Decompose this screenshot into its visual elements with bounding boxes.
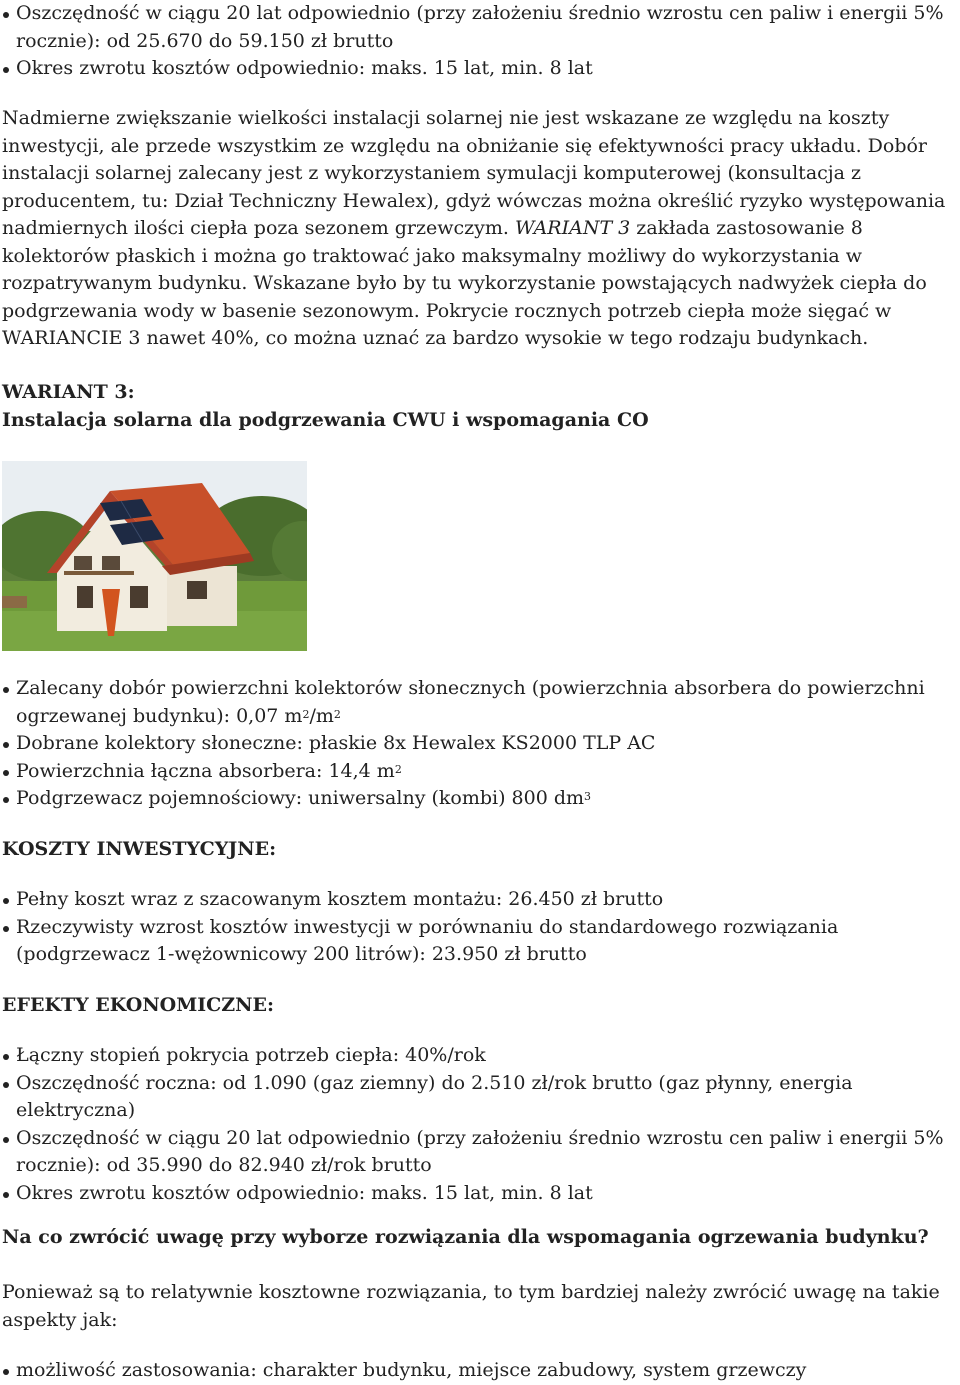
list-item: Okres zwrotu kosztów odpowiednio: maks. 15 lat, min. 8 lat — [2, 1180, 960, 1208]
variant-label: WARIANT 3: — [2, 381, 135, 403]
list-item: Łączny stopień pokrycia potrzeb ciepła: 40%/rok — [2, 1042, 960, 1070]
list-item — [2, 675, 960, 730]
superscript: 2 — [394, 762, 402, 776]
list-item: możliwość zastosowania: charakter budynku, miejsce zabudowy, system grzewczy — [2, 1357, 960, 1385]
variant-emphasis: WARIANT 3 — [515, 217, 631, 239]
list-item: Okres zwrotu kosztów odpowiednio: maks. 15 lat, min. 8 lat — [2, 55, 960, 83]
costs-heading: KOSZTY INWESTYCYJNE: — [2, 838, 277, 860]
spec-text: Podgrzewacz pojemnościowy: uniwersalny (kombi) 800 dm — [16, 787, 585, 809]
spec-text: Dobrane kolektory słoneczne: płaskie 8x Hewalex KS2000 TLP AC — [16, 732, 656, 754]
effects-heading: EFEKTY EKONOMICZNE: — [2, 994, 275, 1016]
intro-text-part-1: Nadmierne zwiększanie wielkości instalacji solarnej nie jest wskazane ze względu na koszty inwestycji, ale przede wszystkim ze względu na obniżanie się efektywności pracy układu. Dobór instalacji solarnej zalecany jest z wykorzystaniem symulacji komputerowej (konsultacja z producentem, tu: Dział Techniczny Hewalex), gdyż wówczas można określić ryzyko występowania nadmiernych ilości ciepła poza sezonem grzewczym. — [2, 107, 946, 239]
superscript: 2 — [333, 707, 341, 721]
list-item: Rzeczywisty wzrost kosztów inwestycji w porównaniu do standardowego rozwiązania (podgrzewacz 1-wężownicowy 200 litrów): 23.950 zł brutto — [2, 914, 960, 969]
specs-list — [2, 675, 960, 813]
house-solar-illustration — [2, 461, 307, 651]
list-item — [2, 785, 960, 813]
effects-list — [2, 1042, 960, 1207]
list-item: Oszczędność w ciągu 20 lat odpowiednio (przy założeniu średnio wzrostu cen paliw i energii 5% rocznie): od 25.670 do 59.150 zł brutto — [2, 0, 960, 55]
list-item: Oszczędność roczna: od 1.090 (gaz ziemny) do 2.510 zł/rok brutto (gaz płynny, energia elektryczna) — [2, 1070, 960, 1125]
variant-heading — [2, 379, 960, 434]
house-solar-photo — [2, 461, 307, 651]
intro-paragraph — [2, 105, 960, 353]
superscript: 2 — [302, 707, 310, 721]
spec-text: Zalecany dobór powierzchni kolektorów słonecznych (powierzchnia absorbera do powierzchni ogrzewanej budynku): 0,07 m — [16, 677, 925, 727]
superscript: 3 — [584, 790, 592, 803]
previous-results-list — [2, 0, 960, 83]
list-item — [2, 730, 960, 758]
variant-title: Instalacja solarna dla podgrzewania CWU i wspomagania CO — [2, 408, 649, 431]
spec-unit: /m — [309, 704, 334, 727]
list-item: Pełny koszt wraz z szacowanym kosztem montażu: 26.450 zł brutto — [2, 886, 960, 914]
question-paragraph: Ponieważ są to relatywnie kosztowne rozwiązania, to tym bardziej należy zwrócić uwagę na takie aspekty jak: — [2, 1281, 940, 1331]
intro-text-part-2: zakłada zastosowanie 8 kolektorów płaskich i można go traktować jako maksymalny możliwy do wykorzystania w rozpatrywanym budynku. Wskazane było by tu wykorzystanie powstających nadwyżek ciepła do podgrzewania wody w basenie sezonowym. Pokrycie rocznych potrzeb ciepła może sięgać w WARIANCIE 3 nawet 40%, co można uznać za bardzo wysokie w tego rodzaju budynkach. — [2, 217, 927, 349]
list-item — [2, 758, 960, 786]
list-item: Oszczędność w ciągu 20 lat odpowiednio (przy założeniu średnio wzrostu cen paliw i energii 5% rocznie): od 35.990 do 82.940 zł/rok brutto — [2, 1125, 960, 1180]
aspects-list — [2, 1357, 960, 1385]
spec-text: Powierzchnia łączna absorbera: 14,4 m — [16, 759, 395, 782]
costs-list — [2, 886, 960, 969]
question-heading: Na co zwrócić uwagę przy wyborze rozwiązania dla wspomagania ogrzewania budynku? — [2, 1226, 929, 1248]
